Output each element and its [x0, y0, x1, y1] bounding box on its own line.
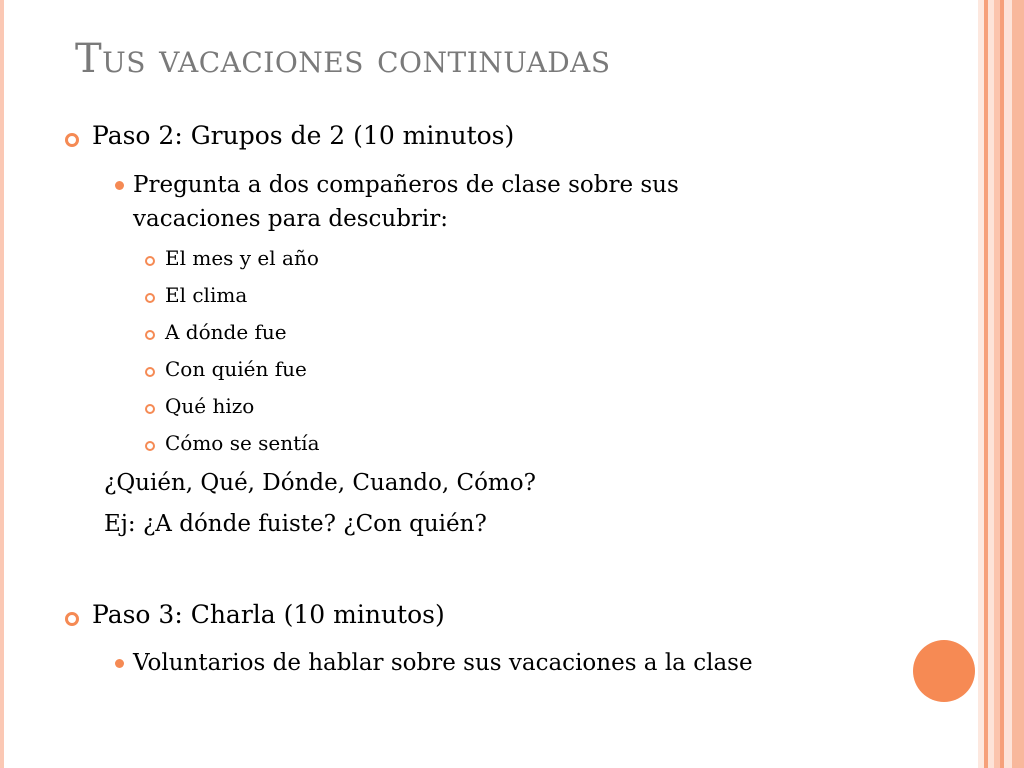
ring-bullet-icon: [65, 133, 79, 147]
step3-heading: Paso 3: Charla (10 minutos): [92, 600, 445, 629]
ring-bullet-icon: [145, 367, 155, 377]
slide-title: Tus vacaciones continuadas: [75, 36, 611, 82]
ring-bullet-icon: [145, 441, 155, 451]
subitem-weather: El clima: [165, 283, 248, 307]
step2-instruction-line1: Pregunta a dos compañeros de clase sobre sus: [133, 172, 679, 198]
ring-bullet-icon: [65, 612, 79, 626]
question-words: ¿Quién, Qué, Dónde, Cuando, Cómo?: [104, 470, 536, 496]
ring-bullet-icon: [145, 404, 155, 414]
subitem-where: A dónde fue: [165, 320, 287, 344]
left-border-decoration: [0, 0, 4, 768]
step2-heading: Paso 2: Grupos de 2 (10 minutos): [92, 121, 515, 150]
stripe: [1012, 0, 1024, 768]
orange-circle-decoration: [913, 640, 975, 702]
subitem-month-year: El mes y el año: [165, 246, 319, 270]
ring-bullet-icon: [145, 256, 155, 266]
dot-bullet-icon: [115, 659, 124, 668]
dot-bullet-icon: [115, 181, 124, 190]
subitem-what-did: Qué hizo: [165, 394, 255, 418]
stripe: [1004, 0, 1012, 768]
step2-instruction-line2: vacaciones para descubrir:: [133, 206, 449, 232]
example-questions: Ej: ¿A dónde fuiste? ¿Con quién?: [104, 511, 487, 537]
ring-bullet-icon: [145, 330, 155, 340]
step3-bullet: Voluntarios de hablar sobre sus vacaciones a la clase: [133, 650, 753, 676]
subitem-with-whom: Con quién fue: [165, 357, 307, 381]
subitem-feeling: Cómo se sentía: [165, 431, 320, 455]
ring-bullet-icon: [145, 293, 155, 303]
